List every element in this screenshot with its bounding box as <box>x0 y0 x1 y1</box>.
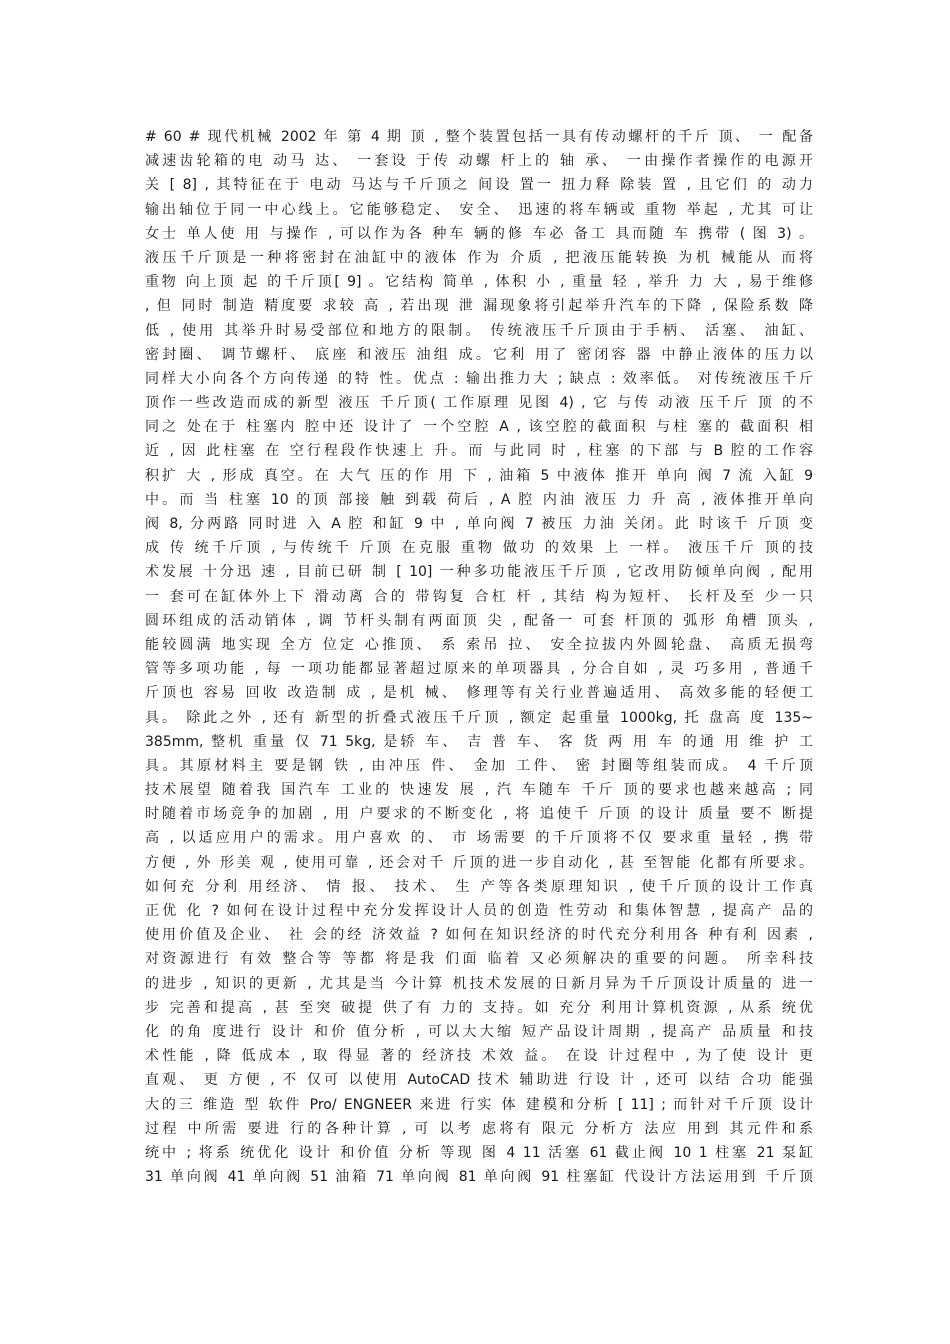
article-body <box>145 125 813 1189</box>
text-line: 步 完善和提高 , 甚 至突 破提 供了有 力的 支持。如 充分 利用计算机资源 , 从系 统优 <box>145 999 813 1016</box>
text-line: 成 传 统千斤顶 , 与传统千 斤顶 在克服 重物 做功 的效果 上 一样。 液压千斤 顶的技 <box>145 540 813 557</box>
text-line: 的进步 , 知识的更新 , 尤其是当 今计算 机技术发展的日新月异为千斤顶设计质量的 进一 <box>145 975 813 992</box>
text-line: 圆环组成的活动销体 , 调 节杆头制有两面顶 尖 , 配备一 可套 杆顶的 弧形 角槽 顶头 , <box>145 612 813 629</box>
text-line: 积扩 大 , 形成 真空。在 大气 压的作 用 下 , 油箱 5 中液体 推开 单向 阀 7 流 入缸 9 <box>145 467 813 484</box>
text-line: 斤顶也 容易 回收 改造制 成 , 是机 械、 修理等有关行业普遍适用、 高效多能的轻便工 <box>145 685 813 702</box>
text-line: 一 套可在缸体外上下 滑动离 合的 带钩复 合杠 杆 , 其结 构为短杆、 长杆及至 少一只 <box>145 588 813 605</box>
text-line: 关 [ 8] , 其特征在于 电动 马达与千斤顶之 间设 置一 扭力释 除装 置 , 且它们 的 动力 <box>145 177 813 194</box>
text-line: 统中 ; 将系 统优化 设计 和价值 分析 等现 图 4 11 活塞 61 截止阀 10 1 柱塞 21 泵缸 <box>145 1144 813 1161</box>
text-line: 正优 化 ? 如何在设计过程中充分发挥设计人员的创造 性劳动 和集体智慧 , 提高产 品的 <box>145 903 813 919</box>
text-line: 如何充 分利 用经济、 情 报、 技术、 生 产等各类原理知识 , 使千斤顶的设计工作真 <box>145 878 813 895</box>
text-line: 能较圆满 地实现 全方 位定 心推顶、 系 索吊 拉、 安全拉拔内外圆轮盘、 高质无损弯 <box>145 636 813 653</box>
text-line: 同之 处在于 柱塞内 腔中还 设计了 一个空腔 A , 该空腔的截面积 与柱 塞的 截面积 相 <box>145 419 813 436</box>
text-line: 对资源进行 有效 整合等 等都 将是我 们面 临着 又必须解决的重要的问题。 所幸科技 <box>145 951 813 968</box>
text-line: 输出轴位于同一中心线上。它能够稳定、 安全、 迅速的将车辆或 重物 举起 , 尤其 可让 <box>145 201 813 218</box>
text-line: 具。其原材料主 要是钢 铁 , 由冲压 件、 金加 工件、 密 封圈等组装而成。 4 千斤顶 <box>145 757 813 774</box>
text-line: 同样大小向各个方向传递 的特 性。优点 : 输出推力大 ; 缺点 : 效率低。 对传统液压千斤 <box>145 370 813 387</box>
text-line: 使用价值及企业、 社 会的经 济效益 ? 如何在知识经济的时代充分利用各 种有利 因素 , <box>145 927 813 944</box>
text-line: 液压千斤顶是一种将密封在油缸中的液体 作为 介质 , 把液压能转换 为机 械能从 而将 <box>145 249 813 266</box>
text-line: 技术展望 随着我 国汽车 工业的 快速发 展 , 汽 车随车 千斤 顶的要求也越来越高 ; 同 <box>145 782 813 799</box>
text-line: 中。而 当 柱塞 10 的顶 部接 触 到载 荷后 , A 腔 内油 液压 力 升 高 , 液体推开单向 <box>145 491 813 508</box>
text-line: 女士 单人使 用 与操作 , 可以作为各 种车 辆的修 车必 备工 具而随 车 携带 ( 图 3) 。 <box>145 225 813 242</box>
text-line: 直观、 更 方便 , 不 仅可 以使用 AutoCAD 技术 辅助进 行设 计 , 还可 以结 合功 能强 <box>145 1072 813 1089</box>
text-line: 低 , 使用 其举升时易受部位和地方的限制。 传统液压千斤顶由于手柄、 活塞、 油缸、 <box>145 322 813 339</box>
text-line: 大的三 维造 型 软件 Pro/ ENGNEER 来进 行实 体 建模和分析 [ 11] ; 而针对千斤顶 设计 <box>145 1096 813 1113</box>
text-line: 过程 中所需 要进 行的各种计算 , 可 以考 虑将有 限元 分析方 法应 用到 其元件和系 <box>145 1120 813 1137</box>
text-line: 化 的角 度进行 设计 和价 值分析 , 可以大大缩 短产品设计周期 , 提高产 品质量 和技 <box>145 1023 813 1040</box>
text-line: 31 单向阀 41 单向阀 51 油箱 71 单向阀 81 单向阀 91 柱塞缸 代设计方法运用到 千斤顶 <box>145 1169 813 1186</box>
text-line: 密封圈、 调节螺杆、 底座 和液压 油组 成。它利 用了 密闭容 器 中静止液体的压力以 <box>145 346 813 363</box>
text-line: 重物 向上顶 起 的千斤顶[ 9] 。它结构 简单 , 体积 小 , 重量 轻 , 举升 力 大 , 易于维修 <box>145 274 813 291</box>
text-line: 术发展 十分迅 速 , 目前已研 制 [ 10] 一种多功能液压千斤顶 , 它改用防倾单向阀 , 配用 <box>145 564 813 581</box>
text-line: 方便 , 外 形美 观 , 使用可靠 , 还会对千 斤顶的进一步自动化 , 甚 至智能 化都有所要求。 <box>145 854 813 871</box>
text-line: 近 , 因 此柱塞 在 空行程段作快速上 升。而 与此同 时 , 柱塞 的下部 与 B 腔的工作容 <box>145 443 813 460</box>
text-line: 顶作一些改造而成的新型 液压 千斤顶( 工作原理 见图 4) , 它 与传 动液 压千斤 顶 的不 <box>145 395 813 412</box>
text-line: 时随着市场竞争的加剧 , 用 户要求的不断变化 , 将 追使千 斤顶 的设计 质量 要不 断提 <box>145 806 813 823</box>
text-line: , 但 同时 制造 精度要 求较 高 , 若出现 泄 漏现象将引起举升汽车的下降 , 保险系数 降 <box>145 298 813 315</box>
text-line: 阀 8, 分两路 同时进 入 A 腔 和缸 9 中 , 单向阀 7 被压 力油 关闭。此 时该千 斤顶 变 <box>145 516 813 532</box>
text-line: 高 , 以适应用户的需求。用户喜欢 的、 市 场需要 的千斤顶将不仅 要求重 量轻 , 携 带 <box>145 830 813 847</box>
text-line: 385mm, 整机 重量 仅 71 5kg, 是轿 车、 吉 普 车、 客 货 两 用 车 的通 用 维 护 工 <box>145 733 813 750</box>
text-line: 术性能 , 降 低成本 , 取 得显 著的 经济技 术效 益。 在设 计过程中 , 为了使 设计 更 <box>145 1048 813 1065</box>
text-line: 管等多项功能 , 每 一项功能都显著超过原来的单项器具 , 分合自如 , 灵 巧多用 , 普通千 <box>145 661 813 678</box>
text-line: 具。 除此之外 , 还有 新型的折叠式液压千斤顶 , 额定 起重量 1000kg, 托 盘高 度 135~ <box>145 709 813 726</box>
text-line: 减速齿轮箱的电 动马 达、 一套设 于传 动螺 杆上的 轴 承、 一由操作者操作的电源开 <box>145 153 813 170</box>
text-line: # 60 # 现代机械 2002 年 第 4 期 顶 , 整个装置包括一具有传动螺杆的千斤 顶、 一 配备 <box>145 129 813 145</box>
